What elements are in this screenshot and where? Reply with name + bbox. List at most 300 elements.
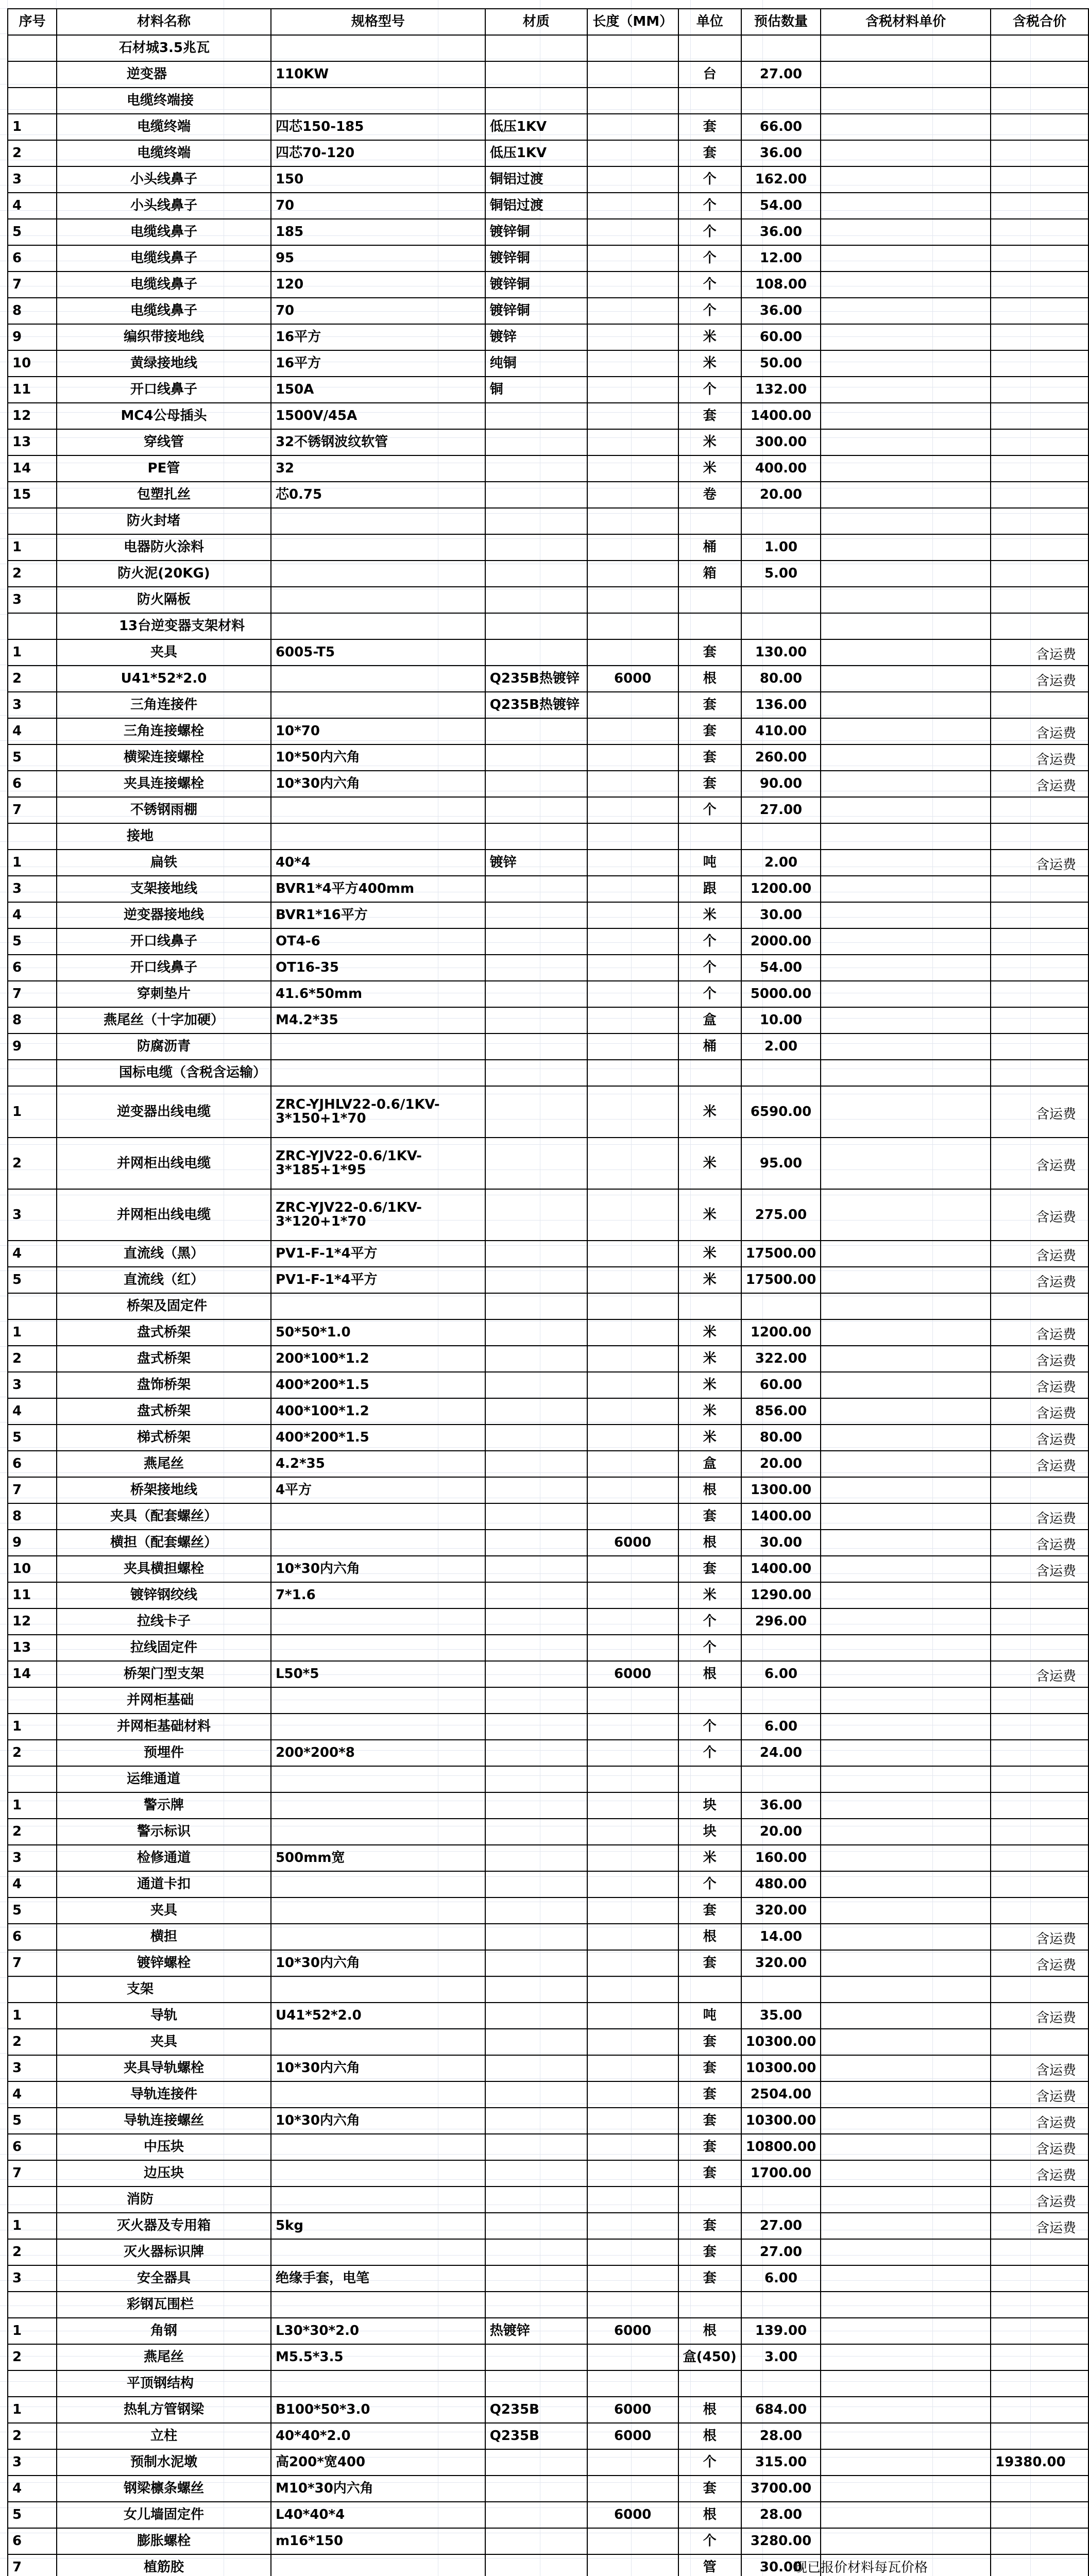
cell[interactable] bbox=[991, 2476, 1088, 2502]
cell[interactable]: 拉线固定件 bbox=[57, 1635, 271, 1661]
cell[interactable]: 60.00 bbox=[741, 1372, 821, 1398]
cell[interactable]: U41*52*2.0 bbox=[271, 2003, 485, 2029]
cell[interactable] bbox=[741, 2292, 821, 2318]
cell[interactable]: 5 bbox=[8, 1425, 57, 1451]
cell[interactable] bbox=[485, 1060, 587, 1086]
cell[interactable] bbox=[821, 561, 991, 587]
cell[interactable]: MC4公母插头 bbox=[57, 403, 271, 429]
cell[interactable] bbox=[587, 2265, 678, 2292]
cell[interactable]: 36.00 bbox=[741, 219, 821, 245]
cell[interactable]: 32不锈钢波纹软管 bbox=[271, 429, 485, 455]
cell[interactable] bbox=[485, 1477, 587, 1503]
cell[interactable]: 320.00 bbox=[741, 1897, 821, 1924]
cell[interactable]: 钢梁檩条螺丝 bbox=[57, 2476, 271, 2502]
cell[interactable] bbox=[485, 771, 587, 797]
cell[interactable] bbox=[485, 1530, 587, 1556]
cell[interactable] bbox=[587, 1425, 678, 1451]
cell[interactable]: 4 bbox=[8, 2081, 57, 2108]
cell[interactable] bbox=[587, 744, 678, 771]
cell[interactable]: 1.00 bbox=[741, 534, 821, 561]
cell[interactable] bbox=[485, 639, 587, 666]
cell[interactable]: 防火隔板 bbox=[57, 587, 271, 613]
cell[interactable] bbox=[991, 823, 1088, 850]
cell[interactable]: 夹具（配套螺丝） bbox=[57, 1503, 271, 1530]
cell[interactable] bbox=[587, 1556, 678, 1582]
cell[interactable] bbox=[271, 1503, 485, 1530]
cell[interactable] bbox=[821, 1845, 991, 1871]
cell[interactable]: 30.00 bbox=[741, 902, 821, 928]
cell[interactable]: 根 bbox=[678, 1477, 741, 1503]
cell[interactable] bbox=[821, 981, 991, 1007]
cell[interactable]: 5kg bbox=[271, 2213, 485, 2239]
cell[interactable]: 20.00 bbox=[741, 482, 821, 508]
cell[interactable]: 7 bbox=[8, 2160, 57, 2187]
cell[interactable]: 2.00 bbox=[741, 1033, 821, 1060]
cell[interactable]: 个 bbox=[678, 1714, 741, 1740]
cell[interactable]: 13 bbox=[8, 429, 57, 455]
cell[interactable] bbox=[821, 2003, 991, 2029]
cell[interactable]: 10*30内六角 bbox=[271, 2055, 485, 2081]
cell[interactable]: 6 bbox=[8, 1451, 57, 1477]
cell[interactable] bbox=[485, 1976, 587, 2003]
cell[interactable]: 5 bbox=[8, 1897, 57, 1924]
cell[interactable] bbox=[991, 2265, 1088, 2292]
cell[interactable] bbox=[8, 88, 57, 114]
cell[interactable]: 预制水泥墩 bbox=[57, 2449, 271, 2476]
cell[interactable]: 防火封堵 bbox=[57, 508, 271, 534]
cell[interactable]: 个 bbox=[678, 2528, 741, 2554]
cell[interactable]: 30.00 bbox=[741, 1530, 821, 1556]
cell[interactable] bbox=[991, 561, 1088, 587]
cell[interactable]: 热镀锌 bbox=[485, 2318, 587, 2344]
cell[interactable]: 1200.00 bbox=[741, 1319, 821, 1346]
cell[interactable]: BVR1*4平方400mm bbox=[271, 876, 485, 902]
cell[interactable] bbox=[271, 2134, 485, 2160]
cell[interactable]: 3 bbox=[8, 587, 57, 613]
cell[interactable]: PV1-F-1*4平方 bbox=[271, 1241, 485, 1267]
cell[interactable] bbox=[271, 1897, 485, 1924]
cell[interactable] bbox=[821, 245, 991, 272]
cell[interactable]: 4 bbox=[8, 1398, 57, 1425]
cell[interactable]: 7 bbox=[8, 797, 57, 823]
cell[interactable]: 盘式桥架 bbox=[57, 1346, 271, 1372]
cell[interactable]: L30*30*2.0 bbox=[271, 2318, 485, 2344]
cell[interactable]: L50*5 bbox=[271, 1661, 485, 1687]
cell[interactable]: 10*30内六角 bbox=[271, 2108, 485, 2134]
cell[interactable]: 54.00 bbox=[741, 193, 821, 219]
cell[interactable] bbox=[485, 718, 587, 744]
cell[interactable]: 镀锌螺栓 bbox=[57, 1950, 271, 1976]
cell[interactable] bbox=[821, 850, 991, 876]
cell[interactable] bbox=[587, 1845, 678, 1871]
cell[interactable]: 13台逆变器支架材料 bbox=[57, 613, 271, 639]
cell[interactable]: 不锈钢雨棚 bbox=[57, 797, 271, 823]
cell[interactable] bbox=[821, 1189, 991, 1241]
cell[interactable]: 植筋胶 bbox=[57, 2554, 271, 2576]
cell[interactable]: 防火泥(20KG) bbox=[57, 561, 271, 587]
cell[interactable]: 根 bbox=[678, 2423, 741, 2449]
cell[interactable]: 彩钢瓦围栏 bbox=[57, 2292, 271, 2318]
cell[interactable] bbox=[485, 35, 587, 61]
cell[interactable] bbox=[485, 2370, 587, 2397]
cell[interactable] bbox=[8, 35, 57, 61]
cell[interactable]: 35.00 bbox=[741, 2003, 821, 2029]
cell[interactable]: 6 bbox=[8, 245, 57, 272]
cell[interactable]: 17500.00 bbox=[741, 1241, 821, 1267]
cell[interactable]: 米 bbox=[678, 1189, 741, 1241]
cell[interactable] bbox=[587, 2370, 678, 2397]
cell[interactable] bbox=[587, 1033, 678, 1060]
cell[interactable] bbox=[485, 2213, 587, 2239]
cell[interactable] bbox=[485, 2160, 587, 2187]
cell[interactable] bbox=[991, 2318, 1088, 2344]
cell[interactable] bbox=[821, 2370, 991, 2397]
cell[interactable]: 130.00 bbox=[741, 639, 821, 666]
cell[interactable] bbox=[821, 61, 991, 88]
cell[interactable]: M5.5*3.5 bbox=[271, 2344, 485, 2370]
cell[interactable] bbox=[587, 1924, 678, 1950]
cell[interactable]: 小头线鼻子 bbox=[57, 193, 271, 219]
cell[interactable]: 10800.00 bbox=[741, 2134, 821, 2160]
cell[interactable]: 电缆终端 bbox=[57, 114, 271, 140]
cell[interactable] bbox=[821, 1451, 991, 1477]
cell[interactable] bbox=[587, 1060, 678, 1086]
cell[interactable]: 个 bbox=[678, 797, 741, 823]
cell[interactable] bbox=[991, 1714, 1088, 1740]
cell[interactable] bbox=[821, 1556, 991, 1582]
cell[interactable]: 穿刺垫片 bbox=[57, 981, 271, 1007]
cell[interactable] bbox=[587, 1976, 678, 2003]
cell[interactable] bbox=[271, 508, 485, 534]
cell[interactable]: 1 bbox=[8, 1319, 57, 1346]
cell[interactable] bbox=[821, 1319, 991, 1346]
cell[interactable] bbox=[587, 1477, 678, 1503]
cell[interactable]: 14 bbox=[8, 455, 57, 482]
cell[interactable] bbox=[821, 1687, 991, 1714]
cell[interactable] bbox=[587, 1451, 678, 1477]
cell[interactable] bbox=[821, 692, 991, 718]
cell[interactable] bbox=[485, 1661, 587, 1687]
cell[interactable] bbox=[821, 1897, 991, 1924]
cell[interactable]: 275.00 bbox=[741, 1189, 821, 1241]
cell[interactable]: 13 bbox=[8, 1635, 57, 1661]
cell[interactable]: 根 bbox=[678, 666, 741, 692]
cell[interactable]: 4 bbox=[8, 193, 57, 219]
cell[interactable]: 小头线鼻子 bbox=[57, 166, 271, 193]
cell[interactable] bbox=[741, 88, 821, 114]
cell[interactable] bbox=[8, 613, 57, 639]
cell[interactable] bbox=[587, 639, 678, 666]
cell[interactable] bbox=[485, 1503, 587, 1530]
cell[interactable]: 54.00 bbox=[741, 955, 821, 981]
cell[interactable] bbox=[587, 1950, 678, 1976]
cell[interactable] bbox=[485, 2554, 587, 2576]
cell[interactable]: 1 bbox=[8, 114, 57, 140]
cell[interactable]: 296.00 bbox=[741, 1608, 821, 1635]
cell[interactable] bbox=[991, 324, 1088, 350]
cell[interactable]: 2 bbox=[8, 2344, 57, 2370]
cell[interactable] bbox=[587, 1138, 678, 1189]
cell[interactable] bbox=[821, 193, 991, 219]
cell[interactable] bbox=[821, 2055, 991, 2081]
cell[interactable] bbox=[991, 1897, 1088, 1924]
cell[interactable] bbox=[821, 1138, 991, 1189]
cell[interactable] bbox=[821, 666, 991, 692]
cell[interactable]: 盘式桥架 bbox=[57, 1319, 271, 1346]
cell[interactable] bbox=[587, 455, 678, 482]
cell[interactable]: 接地 bbox=[57, 823, 271, 850]
cell[interactable] bbox=[485, 2134, 587, 2160]
cell[interactable] bbox=[821, 403, 991, 429]
cell[interactable]: 镀锌铜 bbox=[485, 219, 587, 245]
cell[interactable] bbox=[485, 1241, 587, 1267]
cell[interactable] bbox=[991, 272, 1088, 298]
cell[interactable]: 个 bbox=[678, 1871, 741, 1897]
cell[interactable] bbox=[485, 482, 587, 508]
cell[interactable]: 6 bbox=[8, 2528, 57, 2554]
cell[interactable]: 镀锌 bbox=[485, 324, 587, 350]
cell[interactable] bbox=[821, 35, 991, 61]
cell[interactable]: 28.00 bbox=[741, 2423, 821, 2449]
cell[interactable]: 6 bbox=[8, 955, 57, 981]
cell[interactable] bbox=[587, 1293, 678, 1319]
cell[interactable]: 400*200*1.5 bbox=[271, 1425, 485, 1451]
cell[interactable]: m16*150 bbox=[271, 2528, 485, 2554]
cell[interactable] bbox=[991, 2344, 1088, 2370]
cell[interactable] bbox=[271, 2160, 485, 2187]
cell[interactable]: 2 bbox=[8, 2423, 57, 2449]
cell[interactable] bbox=[991, 245, 1088, 272]
cell[interactable] bbox=[991, 455, 1088, 482]
cell[interactable] bbox=[587, 2528, 678, 2554]
cell[interactable]: 电器防火涂料 bbox=[57, 534, 271, 561]
cell[interactable]: 电缆终端 bbox=[57, 140, 271, 166]
cell[interactable] bbox=[991, 1060, 1088, 1086]
cell[interactable]: 1400.00 bbox=[741, 1503, 821, 1530]
cell[interactable] bbox=[991, 298, 1088, 324]
cell[interactable]: 6590.00 bbox=[741, 1086, 821, 1138]
cell[interactable]: 6 bbox=[8, 771, 57, 797]
cell[interactable] bbox=[821, 2239, 991, 2265]
cell[interactable]: 3 bbox=[8, 2449, 57, 2476]
cell[interactable] bbox=[991, 2502, 1088, 2528]
cell[interactable] bbox=[741, 1060, 821, 1086]
cell[interactable] bbox=[587, 902, 678, 928]
cell[interactable]: 根 bbox=[678, 2397, 741, 2423]
cell[interactable] bbox=[485, 2528, 587, 2554]
cell[interactable]: 14.00 bbox=[741, 1924, 821, 1950]
cell[interactable] bbox=[587, 1897, 678, 1924]
cell[interactable]: 个 bbox=[678, 245, 741, 272]
cell[interactable] bbox=[991, 1007, 1088, 1033]
cell[interactable]: 开口线鼻子 bbox=[57, 377, 271, 403]
cell[interactable] bbox=[821, 2265, 991, 2292]
cell[interactable]: 绝缘手套，电笔 bbox=[271, 2265, 485, 2292]
cell[interactable]: 2 bbox=[8, 140, 57, 166]
cell[interactable] bbox=[485, 2292, 587, 2318]
cell[interactable]: 梯式桥架 bbox=[57, 1425, 271, 1451]
cell[interactable]: 国标电缆（含税含运输） bbox=[57, 1060, 271, 1086]
cell[interactable] bbox=[991, 797, 1088, 823]
cell[interactable]: 米 bbox=[678, 1086, 741, 1138]
cell[interactable] bbox=[991, 35, 1088, 61]
cell[interactable] bbox=[741, 1687, 821, 1714]
cell[interactable] bbox=[587, 876, 678, 902]
cell[interactable]: 1 bbox=[8, 1792, 57, 1819]
cell[interactable]: 夹具导轨螺栓 bbox=[57, 2055, 271, 2081]
header-cell[interactable]: 材料名称 bbox=[57, 9, 271, 35]
cell[interactable] bbox=[821, 1060, 991, 1086]
cell[interactable]: 4.2*35 bbox=[271, 1451, 485, 1477]
cell[interactable] bbox=[741, 1635, 821, 1661]
cell[interactable]: 10*30内六角 bbox=[271, 771, 485, 797]
cell[interactable]: 7 bbox=[8, 1477, 57, 1503]
cell[interactable]: 315.00 bbox=[741, 2449, 821, 2476]
cell[interactable] bbox=[821, 1267, 991, 1293]
cell[interactable] bbox=[821, 2476, 991, 2502]
cell[interactable]: 20.00 bbox=[741, 1451, 821, 1477]
cell[interactable] bbox=[271, 1060, 485, 1086]
cell[interactable]: 套 bbox=[678, 2476, 741, 2502]
cell[interactable]: OT4-6 bbox=[271, 928, 485, 955]
cell[interactable] bbox=[485, 1138, 587, 1189]
cell[interactable]: BVR1*16平方 bbox=[271, 902, 485, 928]
cell[interactable] bbox=[678, 1293, 741, 1319]
cell[interactable] bbox=[587, 1687, 678, 1714]
cell[interactable] bbox=[587, 350, 678, 377]
cell[interactable] bbox=[587, 2554, 678, 2576]
cell[interactable] bbox=[587, 1635, 678, 1661]
cell[interactable] bbox=[485, 508, 587, 534]
cell[interactable]: Q235B bbox=[485, 2423, 587, 2449]
cell[interactable]: 80.00 bbox=[741, 1425, 821, 1451]
cell[interactable]: 灭火器标识牌 bbox=[57, 2239, 271, 2265]
cell[interactable]: 盒 bbox=[678, 1007, 741, 1033]
cell[interactable] bbox=[821, 1425, 991, 1451]
cell[interactable] bbox=[991, 166, 1088, 193]
cell[interactable] bbox=[587, 1189, 678, 1241]
cell[interactable]: 4平方 bbox=[271, 1477, 485, 1503]
cell[interactable]: 7 bbox=[8, 2554, 57, 2576]
cell[interactable]: 320.00 bbox=[741, 1950, 821, 1976]
cell[interactable]: 480.00 bbox=[741, 1871, 821, 1897]
cell[interactable]: 根 bbox=[678, 1924, 741, 1950]
cell[interactable]: 1400.00 bbox=[741, 1556, 821, 1582]
cell[interactable]: 桥架接地线 bbox=[57, 1477, 271, 1503]
cell[interactable] bbox=[587, 692, 678, 718]
cell[interactable]: 套 bbox=[678, 2213, 741, 2239]
cell[interactable] bbox=[991, 350, 1088, 377]
cell[interactable] bbox=[587, 1582, 678, 1608]
cell[interactable]: 套 bbox=[678, 744, 741, 771]
cell[interactable] bbox=[821, 587, 991, 613]
cell[interactable] bbox=[821, 2029, 991, 2055]
cell[interactable]: 个 bbox=[678, 166, 741, 193]
cell[interactable]: 200*100*1.2 bbox=[271, 1346, 485, 1372]
cell[interactable] bbox=[821, 1819, 991, 1845]
cell[interactable]: 11 bbox=[8, 1582, 57, 1608]
cell[interactable]: 根 bbox=[678, 1530, 741, 1556]
cell[interactable]: 200*200*8 bbox=[271, 1740, 485, 1766]
cell[interactable] bbox=[485, 1714, 587, 1740]
cell[interactable]: 套 bbox=[678, 2081, 741, 2108]
header-cell[interactable]: 含税合价 bbox=[991, 9, 1088, 35]
cell[interactable]: 12.00 bbox=[741, 245, 821, 272]
cell[interactable] bbox=[485, 2029, 587, 2055]
cell[interactable] bbox=[8, 1293, 57, 1319]
cell[interactable] bbox=[741, 1766, 821, 1792]
cell[interactable]: 四芯70-120 bbox=[271, 140, 485, 166]
cell[interactable]: 17500.00 bbox=[741, 1267, 821, 1293]
cell[interactable] bbox=[587, 1267, 678, 1293]
cell[interactable]: 并网柜基础材料 bbox=[57, 1714, 271, 1740]
cell[interactable]: 个 bbox=[678, 2449, 741, 2476]
cell[interactable]: 6000 bbox=[587, 2502, 678, 2528]
cell[interactable]: 10 bbox=[8, 1556, 57, 1582]
cell[interactable]: ZRC-YJV22-0.6/1KV-3*185+1*95 bbox=[271, 1138, 485, 1189]
cell[interactable]: 6000 bbox=[587, 2423, 678, 2449]
cell[interactable]: 5 bbox=[8, 744, 57, 771]
cell[interactable]: 米 bbox=[678, 1319, 741, 1346]
cell[interactable]: 立柱 bbox=[57, 2423, 271, 2449]
cell[interactable] bbox=[587, 2055, 678, 2081]
cell[interactable] bbox=[678, 1976, 741, 2003]
cell[interactable]: 4 bbox=[8, 1241, 57, 1267]
cell[interactable]: 边压块 bbox=[57, 2160, 271, 2187]
cell[interactable]: 9 bbox=[8, 1530, 57, 1556]
cell[interactable]: 1 bbox=[8, 2397, 57, 2423]
cell[interactable] bbox=[271, 2292, 485, 2318]
cell[interactable]: 410.00 bbox=[741, 718, 821, 744]
cell[interactable] bbox=[485, 1897, 587, 1924]
cell[interactable] bbox=[271, 1871, 485, 1897]
cell[interactable] bbox=[8, 1687, 57, 1714]
cell[interactable] bbox=[8, 2292, 57, 2318]
cell[interactable] bbox=[991, 876, 1088, 902]
cell[interactable]: 角钢 bbox=[57, 2318, 271, 2344]
cell[interactable] bbox=[271, 1819, 485, 1845]
cell[interactable] bbox=[587, 482, 678, 508]
cell[interactable]: Q235B bbox=[485, 2397, 587, 2423]
cell[interactable] bbox=[485, 88, 587, 114]
cell[interactable] bbox=[821, 771, 991, 797]
cell[interactable] bbox=[485, 797, 587, 823]
cell[interactable] bbox=[821, 639, 991, 666]
cell[interactable] bbox=[821, 272, 991, 298]
cell[interactable] bbox=[485, 1398, 587, 1425]
cell[interactable]: 3 bbox=[8, 2265, 57, 2292]
cell[interactable]: PV1-F-1*4平方 bbox=[271, 1267, 485, 1293]
cell[interactable] bbox=[821, 2423, 991, 2449]
cell[interactable] bbox=[485, 1346, 587, 1372]
cell[interactable] bbox=[587, 429, 678, 455]
cell[interactable] bbox=[587, 2160, 678, 2187]
cell[interactable] bbox=[991, 1582, 1088, 1608]
cell[interactable] bbox=[587, 1086, 678, 1138]
cell[interactable]: 1290.00 bbox=[741, 1582, 821, 1608]
cell[interactable] bbox=[821, 823, 991, 850]
cell[interactable] bbox=[678, 88, 741, 114]
cell[interactable] bbox=[991, 955, 1088, 981]
cell[interactable]: 警示标识 bbox=[57, 1819, 271, 1845]
cell[interactable] bbox=[678, 823, 741, 850]
cell[interactable]: 镀锌铜 bbox=[485, 272, 587, 298]
cell[interactable]: 套 bbox=[678, 2160, 741, 2187]
cell[interactable] bbox=[485, 955, 587, 981]
cell[interactable] bbox=[271, 2081, 485, 2108]
cell[interactable] bbox=[587, 613, 678, 639]
cell[interactable]: 三角连接件 bbox=[57, 692, 271, 718]
